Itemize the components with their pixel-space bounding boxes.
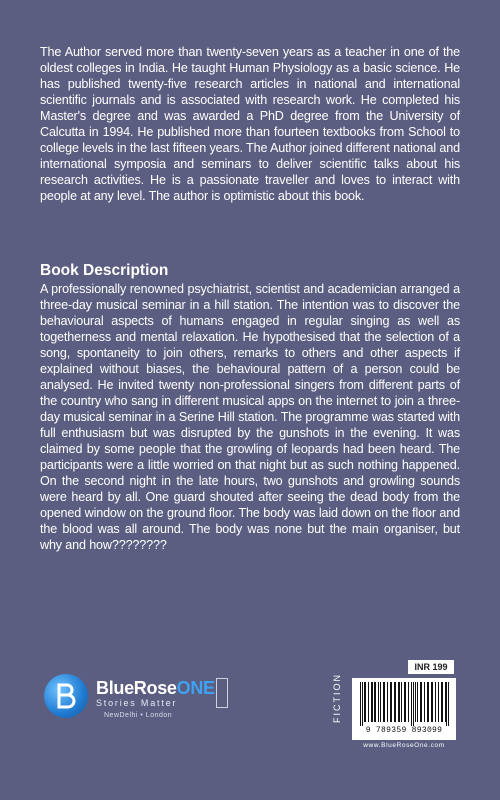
publisher-website: www.BlueRoseOne.com	[363, 742, 445, 749]
publisher-mark	[216, 678, 228, 708]
publisher-tagline: Stories Matter	[96, 698, 178, 708]
barcode-bars	[358, 682, 450, 726]
publisher-cities: NewDelhi • London	[104, 712, 173, 719]
book-description: A professionally renowned psychiatrist, scientist and academician arranged a three-day musical seminar in a hill station. The intention was to discover the behavioural aspects of humans engaged in regular singing as well as togetherness and mental relaxation. He hypothesised that the selection of a song, spontaneity to join others, remarks to others and other aspects if explained without biases, the behavioural pattern of a person could be analysed. He invited twenty non-professional singers from different parts of the country who sang in different musical apps on the internet to join a three-day musical seminar in a Serine Hill station. The programme was started with full enthusiasm but was disrupted by the gunshots in the evening. It was claimed by some people that the growling of leopards had been heard. The participants were a little worried on that night but as such nothing happened. On the second night in the late hours, two gunshots and growling sounds were heard by all. One guard shouted after seeing the dead body from the opened window on the ground floor. The body was laid down on the floor and the blood was all around. The body was none but the main organiser, but why and how????????	[40, 282, 460, 552]
isbn-number: 9 789359 893099	[365, 726, 443, 735]
bluerose-logo-icon	[44, 674, 88, 718]
author-bio: The Author served more than twenty-seven years as a teacher in one of the oldest colleges in India. He taught Human Physiology as a basic science. He has published twenty-five research articles in national and international scientific journals and is associated with research work. He completed his Master's degree and was awarded a PhD degree from the University of Calcutta in 1994. He published more than fourteen textbooks from School to college levels in the last fifteen years. The Author joined different national and international symposia and seminars to deliver scientific talks about his research activities. He is a passionate traveller and loves to interact with people at any level. The author is optimistic about this book.	[40, 45, 460, 203]
book-description-heading: Book Description	[40, 262, 169, 279]
publisher-name: BlueRoseONE	[96, 678, 215, 698]
genre-label: FICTION	[332, 673, 342, 723]
price-label: INR 199	[408, 660, 454, 674]
isbn-barcode	[352, 678, 456, 740]
publisher-logo	[44, 672, 244, 732]
